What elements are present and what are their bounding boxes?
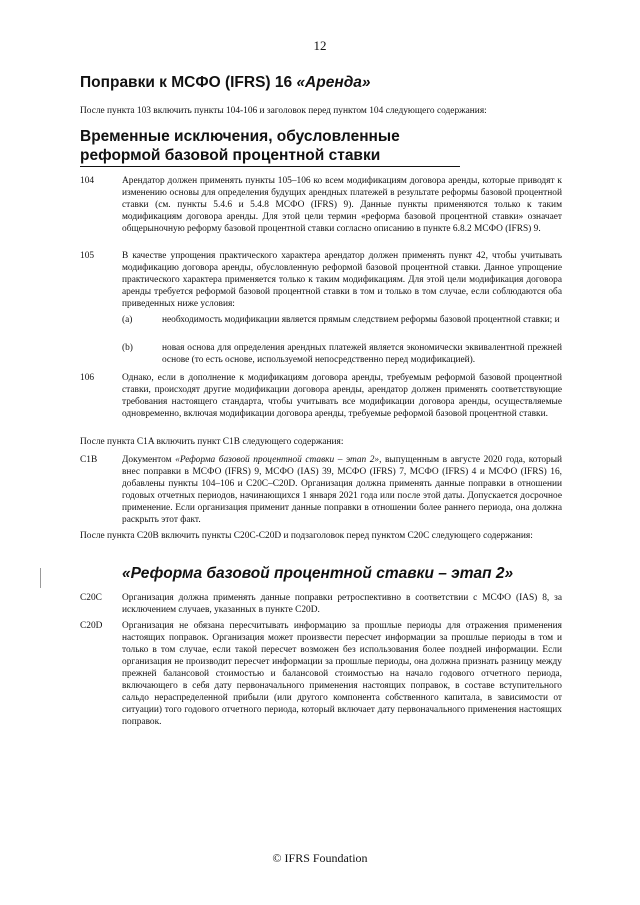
list-item-text: новая основа для определения арендных платежей является экономически эквивалентной прежней основе (то есть основе, используемой непосредственно перед модификацией). [162, 343, 562, 365]
paragraph-text [122, 454, 562, 526]
paragraph-number: C20D [80, 621, 103, 631]
amendments-heading [80, 74, 560, 92]
paragraph-number: C20C [80, 593, 102, 603]
paragraph-104 [80, 175, 562, 235]
list-item-label: (b) [122, 343, 133, 353]
paragraph-number: 106 [80, 373, 95, 383]
page-number: 12 [313, 38, 327, 53]
paragraph-text: Однако, если в дополнение к модификациям договора аренды, требуемым реформой базовой процентной ставки, происходят другие модификации договора аренды, арендатор должен применять соответствующие требования настоящего стандарта, чтобы учитывать все модификации договора аренды, осуществляемые одновременно, включая модификации договора аренды, требуемые реформой базовой процентной ставки. [122, 373, 562, 419]
instruction-after-c20b: После пункта C20B включить пункты C20C-C20D и подзаголовок перед пунктом C20C следующего содержания: [80, 531, 533, 541]
amendments-heading-italic: «Аренда» [296, 74, 371, 91]
intro-instruction: После пункта 103 включить пункты 104-106 и заголовок перед пунктом 104 следующего содержания: [80, 106, 487, 116]
paragraph-c20c [80, 592, 562, 616]
list-item-text: необходимость модификации является прямым следствием реформы базовой процентной ставки; и [162, 315, 560, 325]
paragraph-106 [80, 372, 562, 420]
paragraph-text: Организация должна применять данные поправки ретроспективно в соответствии с МСФО (IAS) 8, за исключением случаев, указанных в пункте C20D. [122, 593, 562, 615]
paragraph-number: 105 [80, 251, 95, 261]
paragraph-text: Арендатор должен применять пункты 105–106 ко всем модификациям договора аренды, которые приводят к изменению основы для определения будущих арендных платежей в результате реформы базовой процентной ставки (см. пункты 5.4.6 и 5.4.8 МСФО (IFRS) 9). Данные пункты применяются только к таким модификациям договора аренды. Для этой цели термин «реформа базовой процентной ставки» означает общерыночную реформу базовой процентной ставки согласно описанию в пункте 6.8.2 МСФО (IFRS) 9. [122, 176, 562, 234]
amendments-heading-prefix: Поправки к МСФО (IFRS) 16 [80, 74, 297, 91]
paragraph-text: В качестве упрощения практического характера арендатор должен применять пункт 42, чтобы учитывать модификацию договора аренды, обусловленную реформой базовой процентной ставки. Данное упрощение практического характера применяется только к таким модификациям. Для этой цели модификация договора аренды требуется реформой базовой процентной ставки в том и только в том случае, если соблюдаются оба приведенных ниже условия: [122, 251, 562, 309]
list-item-a [122, 314, 562, 326]
phase-heading: «Реформа базовой процентной ставки – этап 2» [122, 565, 514, 582]
section-heading: Временные исключения, обусловленные реформой базовой процентной ставки [80, 127, 460, 167]
paragraph-105 [80, 250, 562, 310]
list-item-label: (a) [122, 315, 133, 325]
paragraph-c20d [80, 620, 562, 728]
paragraph-c1b [80, 454, 562, 526]
c1b-text: , выпущенным в августе 2020 года, который внес поправки в МСФО (IFRS) 9, МСФО (IAS) 39, МСФО (IFRS) 7, МСФО (IFRS) 4 и МСФО (IFRS) 16, добавлены пункты 104–106 и C20C–C20D. Организация должна применять данные поправки в отношении годовых отчетных периодов, начинающихся 1 января 2021 года или после этой даты. Допускается досрочное применение. Если организация применит данные поправки в отношении более раннего периода, она должна раскрыть этот факт. [122, 455, 563, 525]
c1b-document-title: «Реформа базовой процентной ставки – этап 2» [175, 455, 380, 465]
list-item-b [122, 342, 562, 366]
paragraph-text: Организация не обязана пересчитывать информацию за прошлые периоды для отражения применения настоящих поправок. Организация может произвести пересчет информации за прошлые периоды в том и только в том случае, если такой пересчет возможен без использования более поздней информации. Если организация не производит пересчет информации за прошлые периоды, она должна признать разницу между прежней балансовой стоимостью и балансовой стоимостью на начало годового отчетного периода, включающего в себя дату первоначального применения настоящих поправок, в составе вступительного сальдо нераспределенной прибыли (или другого компонента собственного капитала, в зависимости от ситуации) того годового отчетного периода, который включает дату первоначального применения настоящих поправок. [122, 621, 562, 727]
c1b-prefix: Документом [122, 455, 176, 465]
paragraph-number: 104 [80, 176, 95, 186]
copyright-footer: © IFRS Foundation [272, 851, 368, 865]
scan-mark [40, 568, 41, 588]
paragraph-number: C1B [80, 455, 98, 465]
instruction-after-c1a: После пункта C1A включить пункт C1B следующего содержания: [80, 437, 344, 447]
